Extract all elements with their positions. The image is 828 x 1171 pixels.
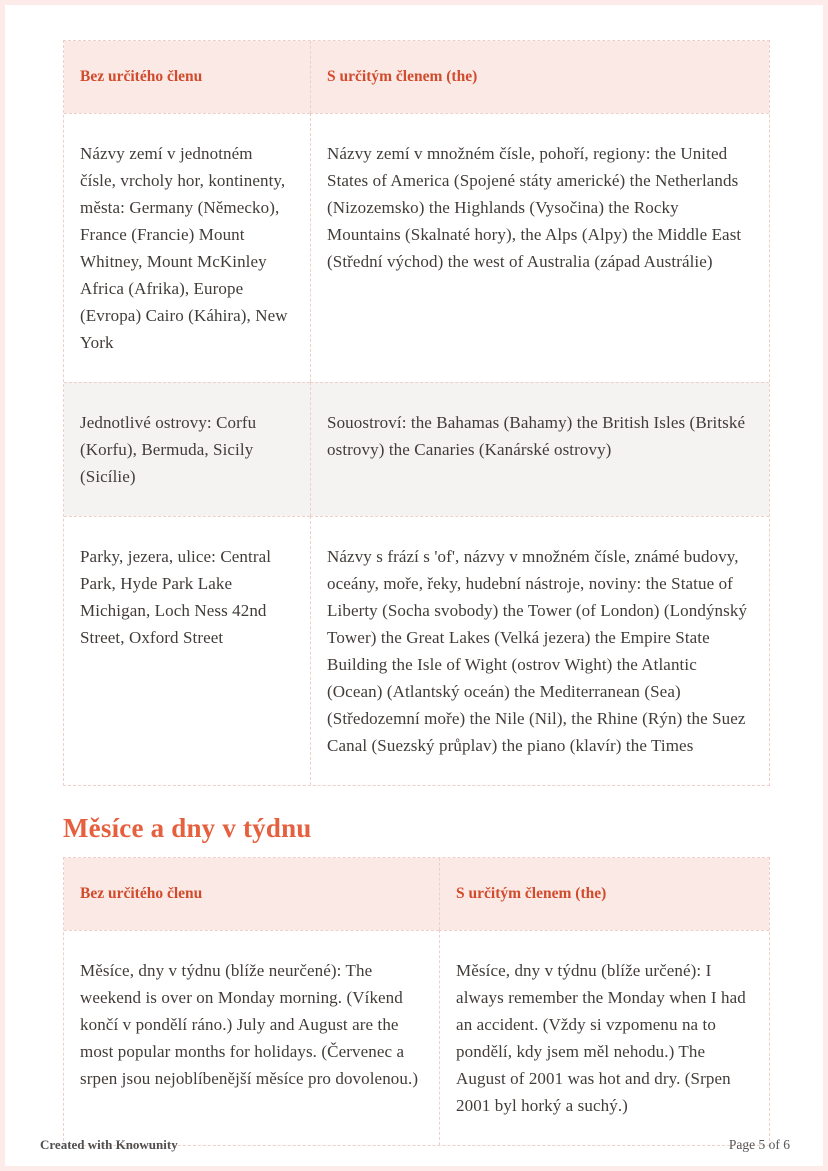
table1-header-right: S určitým členem (the) [310,41,769,113]
table1-row3-left-cell: Parky, jezera, ulice: Central Park, Hyde Park Lake Michigan, Loch Ness 42nd Street, Oxford Street [64,516,310,785]
article-usage-table-2 [63,857,770,1146]
table1-row3-right-cell: Názvy s frází s 'of', názvy v množném čísle, známé budovy, oceány, moře, řeky, hudební nástroje, noviny: the Statue of Liberty (Socha svobody) the Tower (of London) (Londýnský Tower) the Great Lakes (Velká jezera) the Empire State Building the Isle of Wight (ostrov Wight) the Atlantic (Ocean) (Atlantský oceán) the Mediterranean (Sea) (Středozemní moře) the Nile (Nil), the Rhine (Rýn) the Suez Canal (Suezský průplav) the piano (klavír) the Times [310,516,769,785]
table1-row1-left-cell: Názvy zemí v jednotném čísle, vrcholy hor, kontinenty, města: Germany (Německo), France (Francie) Mount Whitney, Mount McKinley Africa (Afrika), Europe (Evropa) Cairo (Káhira), New York [64,113,310,382]
section-heading: Měsíce a dny v týdnu [63,813,312,843]
table1-row1-right-cell: Názvy zemí v množném čísle, pohoří, regiony: the United States of America (Spojené státy americké) the Netherlands (Nizozemsko) the Highlands (Vysočina) the Rocky Mountains (Skalnaté hory), the Alps (Alpy) the Middle East (Střední východ) the west of Australia (západ Austrálie) [310,113,769,382]
table1-header-left: Bez určitého členu [64,41,310,113]
table2-row1-left-cell: Měsíce, dny v týdnu (blíže neurčené): The weekend is over on Monday morning. (Víkend končí v pondělí ráno.) July and August are the most popular months for holidays. (Červenec a srpen jsou nejoblíbenější měsíce pro dovolenou.) [64,930,439,1145]
table2-row1-right-cell: Měsíce, dny v týdnu (blíže určené): I always remember the Monday when I had an accident. (Vždy si vzpomenu na to pondělí, kdy jsem měl nehodu.) The August of 2001 was hot and dry. (Srpen 2001 byl horký a suchý.) [439,930,769,1145]
footer-branding: Created with Knowunity [40,1137,178,1152]
page-number: Page 5 of 6 [728,1137,790,1152]
table1-row2-right-cell: Souostroví: the Bahamas (Bahamy) the British Isles (Britské ostrovy) the Canaries (Kanárské ostrovy) [310,382,769,516]
table2-header-left: Bez určitého členu [64,858,439,930]
table2-header-right: S určitým členem (the) [439,858,769,930]
article-usage-table-1 [63,40,770,786]
table1-row2-left-cell: Jednotlivé ostrovy: Corfu (Korfu), Bermuda, Sicily (Sicílie) [64,382,310,516]
